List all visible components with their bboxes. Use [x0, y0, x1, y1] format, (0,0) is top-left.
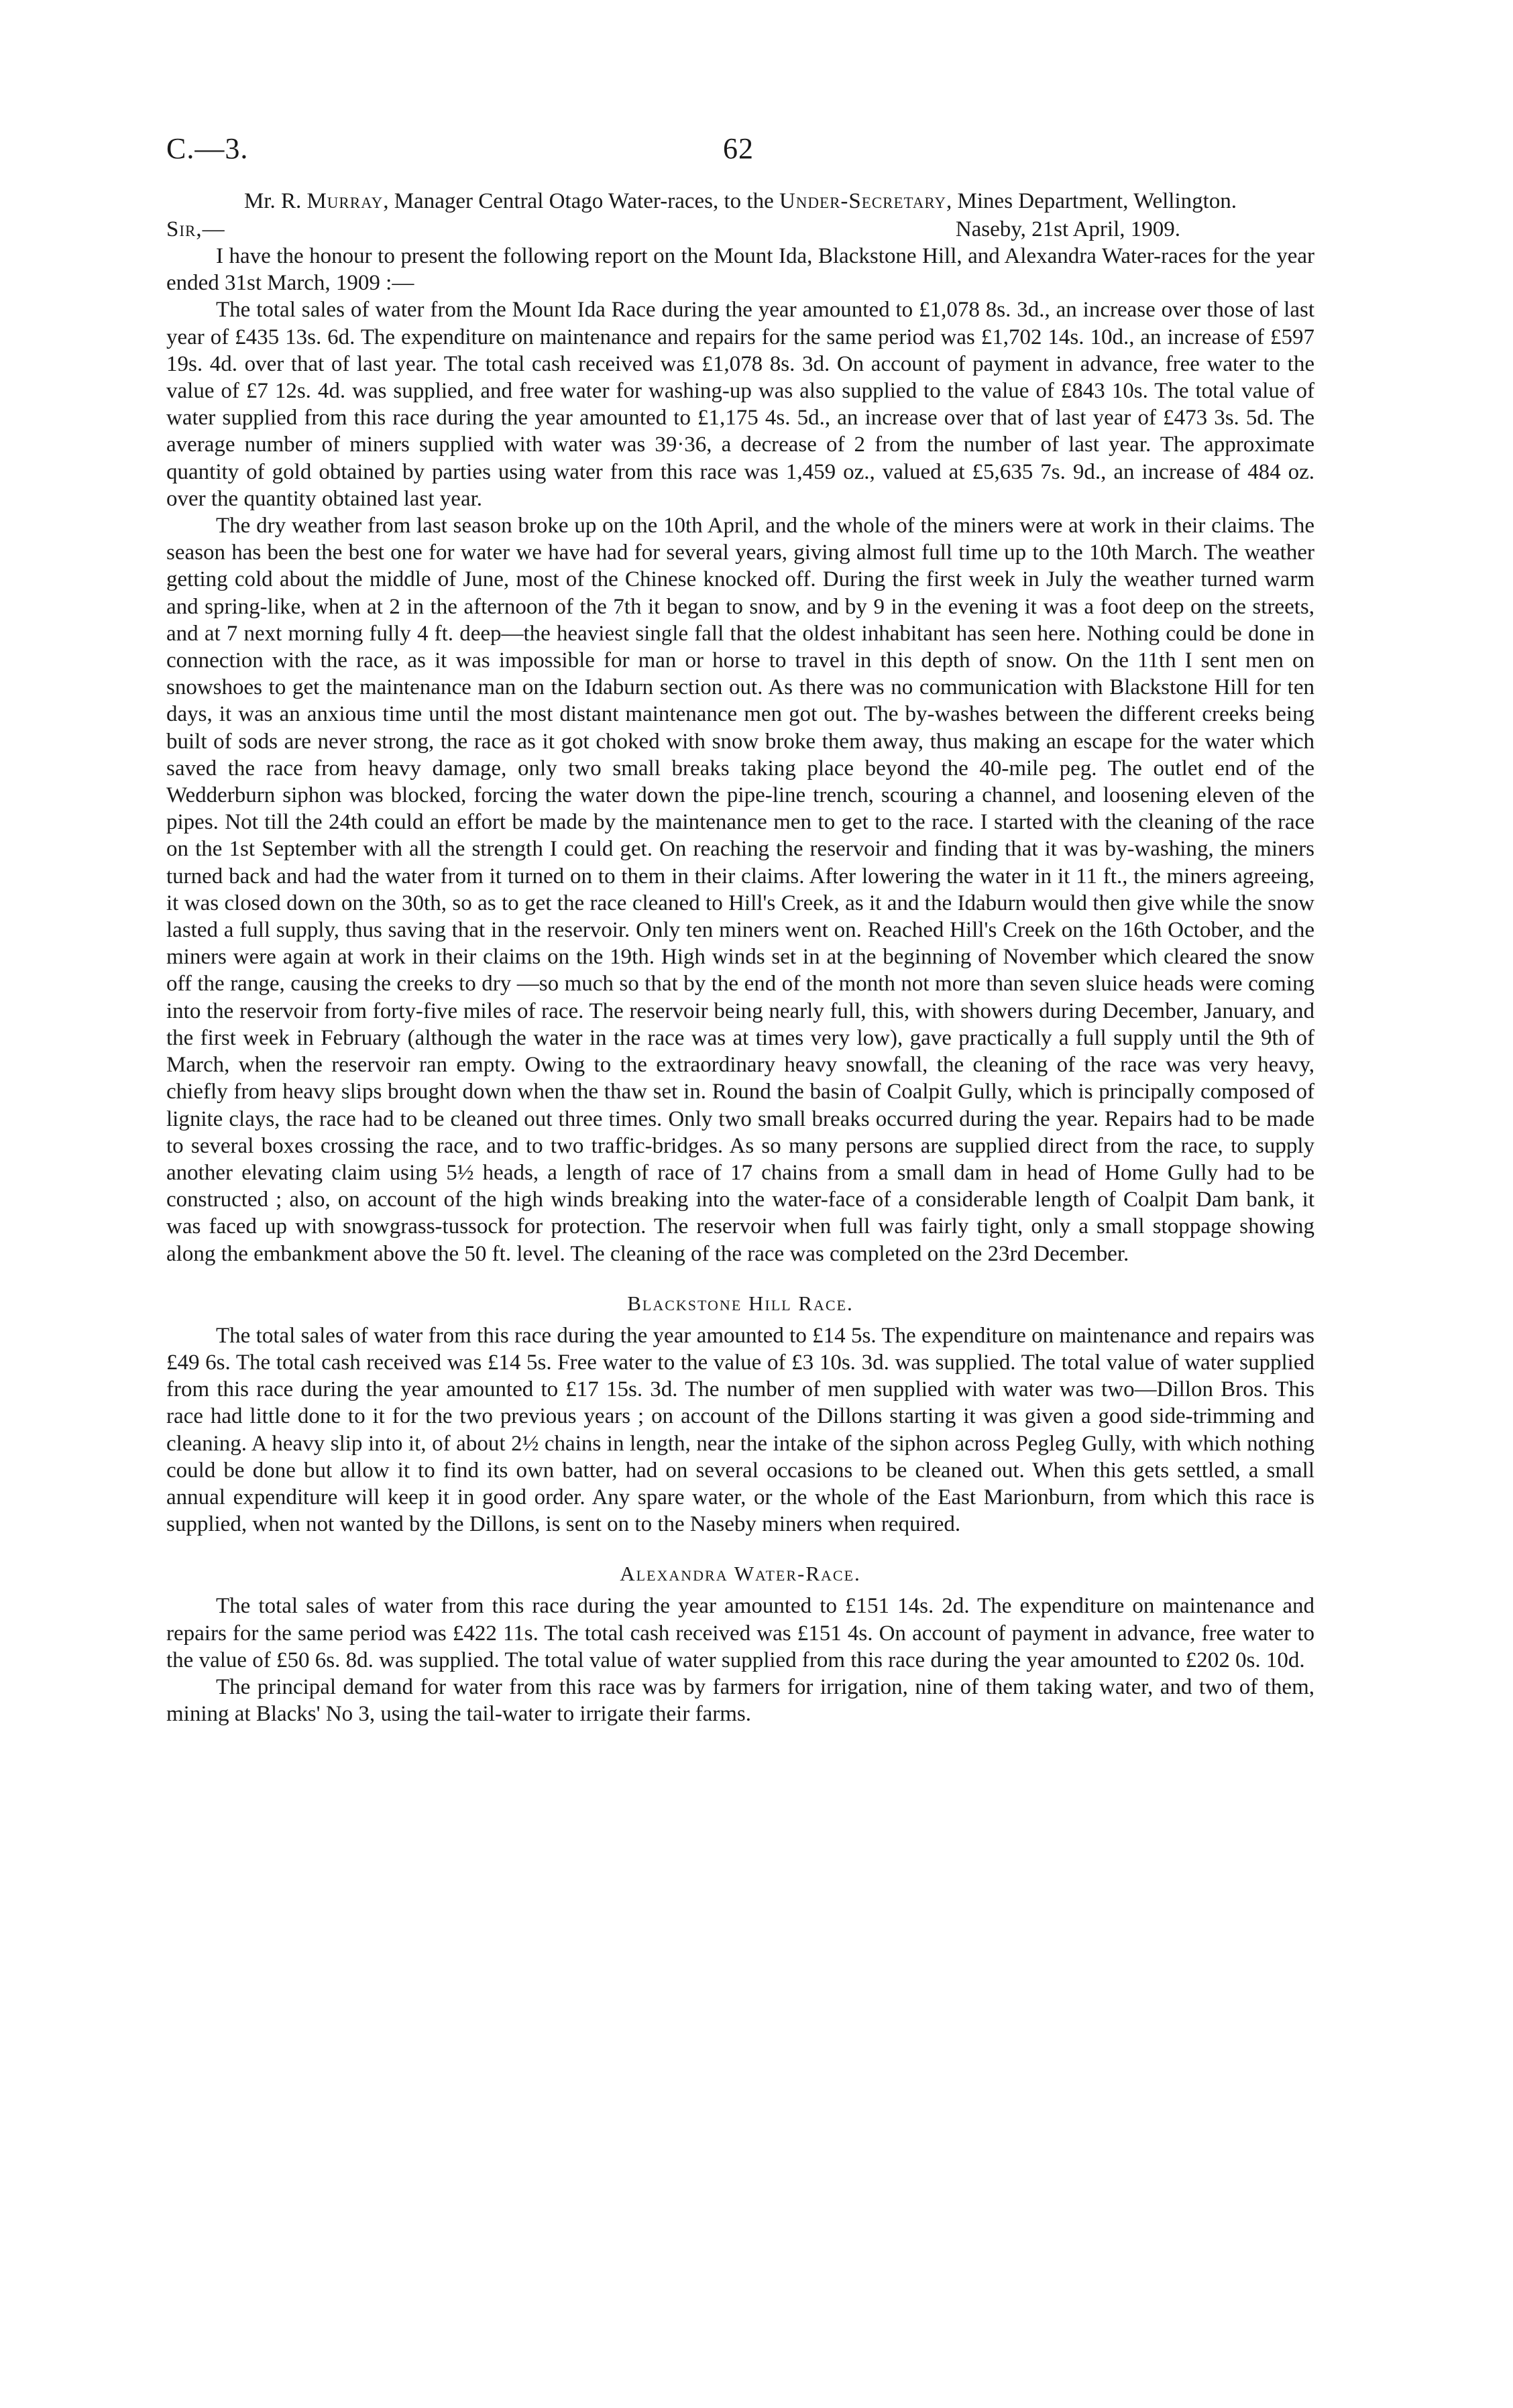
alexandra-heading: Alexandra Water-Race. [620, 1562, 861, 1586]
mount-ida-paragraph-2: The dry weather from last season broke up on the 10th April, and the whole of the miners were at work in their claims. The season has been the best one for water we have had for several years, giving almost full time up to the 10th March. The weather getting cold about the middle of June, most of the Chinese knocked off. During the first week in July the weather turned warm and spring-like, when at 2 in the afternoon of the 7th it began to snow, and by 9 in the evening it was a foot deep on the streets, and at 7 next morning fully 4 ft. deep—the heaviest single fall that the oldest inhabitant has seen here. Nothing could be done in connection with the race, as it was impossible for man or horse to travel in this depth of snow. On the 11th I sent men on snowshoes to get the maintenance man on the Idaburn section out. As there was no communication with Blackstone Hill for ten days, it was an anxious time until the most distant maintenance men got out. The by-washes between the different creeks being built of sods are never strong, the race as it got choked with snow broke them away, thus making an escape for the water which saved the race from heavy damage, only two small breaks taking place beyond the 40-mile peg. The outlet end of the Wedderburn siphon was blocked, forcing the water down the pipe-line trench, scouring a channel, and loosening eleven of the pipes. Not till the 24th could an effort be made by the maintenance men to get to the race. I started with the cleaning of the race on the 1st September with all the strength I could get. On reaching the reservoir and finding that it was by-washing, the miners turned back and had the water from it turned on to them in their claims. After lowering the water in it 11 ft., the miners agreeing, it was closed down on the 30th, so as to get the race cleaned to Hill's Creek, as it and the Idaburn would then give while the snow lasted a full supply, thus saving that in the reservoir. Only ten miners went on. Reached Hill's Creek on the 16th October, and the miners were again at work in their claims on the 19th. High winds set in at the beginning of November which cleared the snow off the range, causing the creeks to dry —so much so that by the end of the month not more than seven sluice heads were coming into the reservoir from forty-five miles of race. The reservoir being nearly full, this, with showers during December, January, and the first week in February (although the water in the race was at times very low), gave practically a full supply until the 9th of March, when the reservoir ran empty. Owing to the extraordinary heavy snowfall, the cleaning of the race was very heavy, chiefly from heavy slips brought down when the thaw set in. Round the basin of Coalpit Gully, which is principally composed of lignite clays, the race had to be cleaned out three times. Only two small breaks occurred during the year. Repairs had to be made to several boxes crossing the race, and to two traffic-bridges. As so many persons are supplied direct from the race, to supply another elevating claim using 5½ heads, a length of race of 17 chains from a small dam in head of Home Gully had to be constructed ; also, on account of the high winds breaking into the water-face of a considerable length of Coalpit Dam bank, it was faced up with snowgrass-tussock for protection. The reservoir when full was fairly tight, only a small stoppage showing along the embankment above the 50 ft. level. The cleaning of the race was completed on the 23rd December. [166, 514, 1314, 1266]
alexandra-paragraph-1: The total sales of water from this race during the year amounted to £151 14s. 2d. The expenditure on maintenance and repairs for the same period was £422 11s. The total cash received was £151 4s. On account of payment in advance, free water to the value of £50 6s. 8d. was supplied. The total value of water supplied from this race during the year amounted to £202 0s. 10d. [166, 1594, 1314, 1672]
recipient-title: Under-Secretary [779, 189, 947, 213]
intro-paragraph: I have the honour to present the following report on the Mount Ida, Blackstone Hill, and Alexandra Water-races for the year ended 31st March, 1909 :— [166, 244, 1314, 296]
dateline: Naseby, 21st April, 1909. [955, 217, 1180, 241]
alexandra-paragraph-2: The principal demand for water from this race was by farmers for irrigation, nine of them taking water, and two of them, mining at Blacks' No 3, using the tail-water to irrigate their farms. [166, 1674, 1314, 1727]
blackstone-heading: Blackstone Hill Race. [627, 1291, 854, 1315]
recipient-department: , Mines Department, Wellington. [946, 189, 1237, 213]
sender-name: Murray [306, 189, 384, 213]
running-header [166, 131, 1314, 178]
letter-addressee [166, 188, 1314, 215]
document-reference: C.—3. [166, 132, 249, 165]
addressee-title: Mr. R. [243, 189, 302, 213]
sender-role: , Manager Central Otago Water-races, to the [383, 189, 774, 213]
salutation: Sir,— [166, 217, 225, 241]
mount-ida-paragraph-1: The total sales of water from the Mount Ida Race during the year amounted to £1,078 8s. 3d., an increase over those of last year of £435 13s. 6d. The expenditure on maintenance and repairs for the same period was £1,702 14s. 10d., an increase of £597 19s. 4d. over that of last year. The total cash received was £1,078 8s. 3d. On account of payment in advance, free water to the value of £7 12s. 4d. was supplied, and free water for washing-up was also supplied to the value of £843 10s. The total value of water supplied from this race during the year amounted to £1,175 4s. 5d., an increase over that of last year of £473 3s. 5d. The average number of miners supplied with water was 39·36, a decrease of 2 from the number of last year. The approximate quantity of gold obtained by parties using water from this race was 1,459 oz., valued at £5,635 7s. 9d., an increase of 484 oz. over the quantity obtained last year. [166, 298, 1314, 511]
salutation-row [166, 216, 1314, 243]
blackstone-paragraph: The total sales of water from this race during the year amounted to £14 5s. The expenditure on maintenance and repairs was £49 6s. The total cash received was £14 5s. Free water to the value of £3 10s. 3d. was supplied. The total value of water supplied from this race during the year amounted to £17 15s. 3d. The number of men supplied with water was two—Dillon Bros. This race had little done to it for the two previous years ; on account of the Dillons starting it was given a good side-trimming and cleaning. A heavy slip into it, of about 2½ chains in length, near the intake of the siphon across Pegleg Gully, with which nothing could be done but allow it to find its own batter, had on several occasions to be cleaned out. When this gets settled, a small annual expenditure will keep it in good order. Any spare water, or the whole of the East Marionburn, from which this race is supplied, when not wanted by the Dillons, is sent on to the Naseby miners when required. [166, 1323, 1314, 1537]
page-number: 62 [723, 132, 754, 165]
document-page [166, 131, 1314, 1727]
